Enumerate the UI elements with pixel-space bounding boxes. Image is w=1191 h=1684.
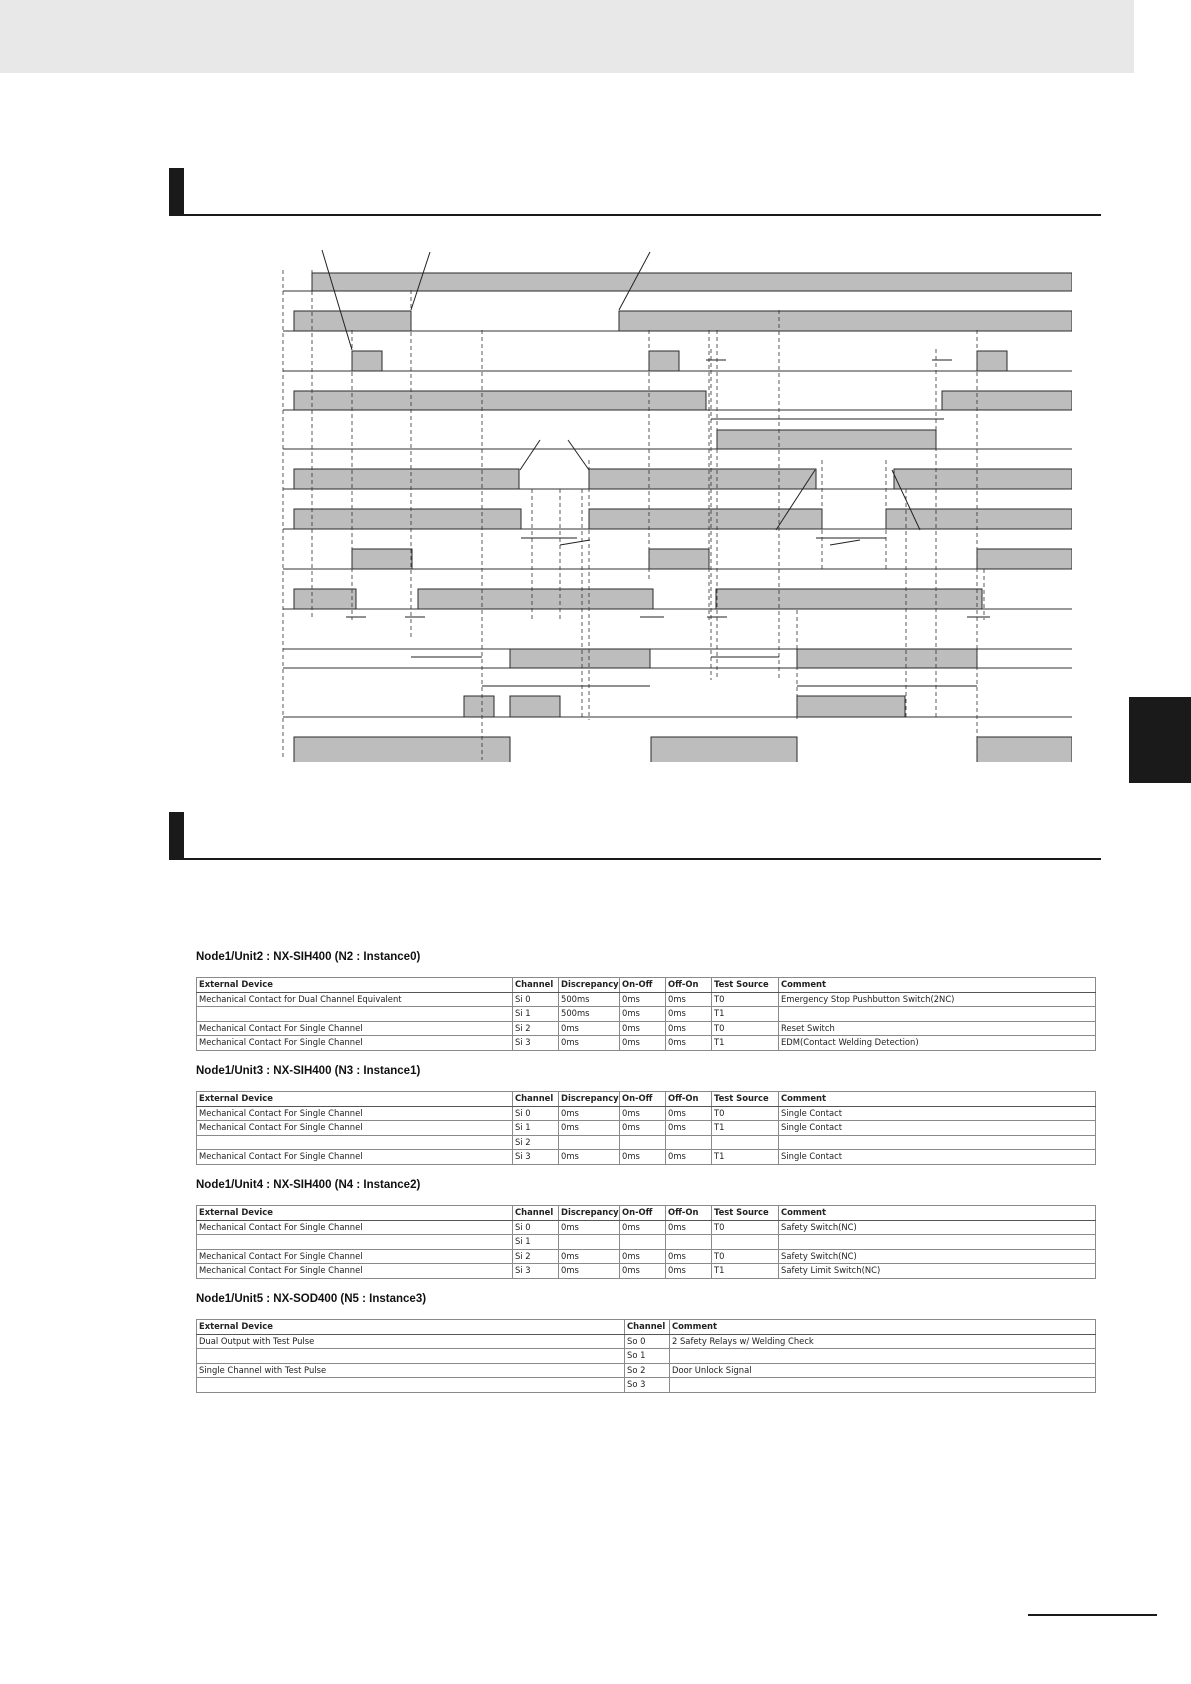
cell bbox=[620, 1235, 666, 1250]
cell: Si 3 bbox=[513, 1036, 559, 1051]
cell: 0ms bbox=[559, 1121, 620, 1136]
unit4-config-table bbox=[196, 1205, 1096, 1279]
cell: Si 3 bbox=[513, 1150, 559, 1165]
cell: 0ms bbox=[666, 1121, 712, 1136]
table-title: Node1/Unit4 : NX-SIH400 (N4 : Instance2) bbox=[196, 1179, 421, 1191]
cell: T1 bbox=[712, 1007, 779, 1022]
cell: Door Unlock Signal bbox=[670, 1363, 1096, 1378]
header-cell: Test Source bbox=[712, 1092, 779, 1107]
header-cell: Comment bbox=[779, 978, 1096, 993]
footer-rule bbox=[1028, 1614, 1157, 1616]
header-cell: Channel bbox=[513, 978, 559, 993]
table-row bbox=[197, 1235, 1096, 1250]
cell: 0ms bbox=[620, 1036, 666, 1051]
cell bbox=[197, 1378, 625, 1393]
cell: T1 bbox=[712, 1036, 779, 1051]
header-cell: Comment bbox=[670, 1320, 1096, 1335]
cell: 500ms bbox=[559, 1007, 620, 1022]
cell: 0ms bbox=[620, 1007, 666, 1022]
header-cell: Test Source bbox=[712, 1206, 779, 1221]
cell: T1 bbox=[712, 1264, 779, 1279]
cell bbox=[197, 1349, 625, 1364]
header-cell: External Device bbox=[197, 1092, 513, 1107]
cell: Safety Limit Switch(NC) bbox=[779, 1264, 1096, 1279]
signal-pulse bbox=[464, 696, 494, 717]
cell: Single Contact bbox=[779, 1121, 1096, 1136]
signal-pulse bbox=[716, 589, 982, 609]
cell: So 0 bbox=[625, 1334, 670, 1349]
signal-pulse bbox=[977, 549, 1072, 569]
signal-pulse bbox=[977, 737, 1072, 762]
callout-leader bbox=[830, 540, 860, 545]
cell: T0 bbox=[712, 1220, 779, 1235]
cell: T1 bbox=[712, 1121, 779, 1136]
cell: Single Channel with Test Pulse bbox=[197, 1363, 625, 1378]
signal-pulse bbox=[294, 737, 510, 762]
cell: 0ms bbox=[666, 1150, 712, 1165]
cell: Mechanical Contact For Single Channel bbox=[197, 1121, 513, 1136]
cell: Single Contact bbox=[779, 1106, 1096, 1121]
table-row bbox=[197, 1106, 1096, 1121]
table-title: Node1/Unit2 : NX-SIH400 (N2 : Instance0) bbox=[196, 951, 421, 963]
cell bbox=[670, 1349, 1096, 1364]
cell: Mechanical Contact For Single Channel bbox=[197, 1150, 513, 1165]
cell bbox=[666, 1135, 712, 1150]
signal-pulse bbox=[312, 273, 1072, 291]
cell: Reset Switch bbox=[779, 1021, 1096, 1036]
cell: T0 bbox=[712, 992, 779, 1007]
header-cell: External Device bbox=[197, 1320, 625, 1335]
table-row bbox=[197, 1220, 1096, 1235]
header-cell: Comment bbox=[779, 1092, 1096, 1107]
page-header-band bbox=[0, 0, 1134, 73]
header-cell: On-Off bbox=[620, 1206, 666, 1221]
signal-pulse bbox=[589, 509, 822, 529]
signal-pulse bbox=[510, 649, 650, 668]
cell: 0ms bbox=[559, 1036, 620, 1051]
table-title: Node1/Unit3 : NX-SIH400 (N3 : Instance1) bbox=[196, 1065, 421, 1077]
cell: 0ms bbox=[666, 1021, 712, 1036]
table-row bbox=[197, 1249, 1096, 1264]
callout-leader bbox=[560, 540, 590, 545]
cell: Mechanical Contact For Single Channel bbox=[197, 1036, 513, 1051]
signal-pulse bbox=[649, 351, 679, 371]
table-row bbox=[197, 992, 1096, 1007]
table-row bbox=[197, 1150, 1096, 1165]
cell: Si 0 bbox=[513, 992, 559, 1007]
header-cell: Off-On bbox=[666, 978, 712, 993]
cell: 0ms bbox=[666, 1264, 712, 1279]
cell bbox=[620, 1135, 666, 1150]
cell: 0ms bbox=[559, 1021, 620, 1036]
cell: Safety Switch(NC) bbox=[779, 1220, 1096, 1235]
signal-pulse bbox=[510, 696, 560, 717]
cell: Si 2 bbox=[513, 1249, 559, 1264]
signal-pulse bbox=[352, 549, 412, 569]
cell bbox=[779, 1007, 1096, 1022]
header-cell: Test Source bbox=[712, 978, 779, 993]
cell bbox=[197, 1135, 513, 1150]
cell: 2 Safety Relays w/ Welding Check bbox=[670, 1334, 1096, 1349]
cell bbox=[559, 1235, 620, 1250]
cell: 0ms bbox=[559, 1249, 620, 1264]
signal-pulse bbox=[651, 737, 797, 762]
table-row bbox=[197, 1007, 1096, 1022]
signal-pulse bbox=[717, 430, 936, 449]
cell: Mechanical Contact for Dual Channel Equivalent bbox=[197, 992, 513, 1007]
cell: Safety Switch(NC) bbox=[779, 1249, 1096, 1264]
table-row bbox=[197, 1036, 1096, 1051]
cell: Si 1 bbox=[513, 1007, 559, 1022]
cell: 0ms bbox=[666, 992, 712, 1007]
cell: Dual Output with Test Pulse bbox=[197, 1334, 625, 1349]
table-title: Node1/Unit5 : NX-SOD400 (N5 : Instance3) bbox=[196, 1293, 427, 1305]
table-row bbox=[197, 1021, 1096, 1036]
header-cell: External Device bbox=[197, 1206, 513, 1221]
section-heading-configuration bbox=[169, 812, 1101, 860]
signal-pulse bbox=[977, 351, 1007, 371]
cell: T0 bbox=[712, 1249, 779, 1264]
header-cell: On-Off bbox=[620, 978, 666, 993]
cell bbox=[779, 1135, 1096, 1150]
cell: 0ms bbox=[620, 1249, 666, 1264]
cell: So 1 bbox=[625, 1349, 670, 1364]
cell: 0ms bbox=[620, 1106, 666, 1121]
cell: Si 2 bbox=[513, 1135, 559, 1150]
signal-pulse bbox=[942, 391, 1072, 410]
cell: T1 bbox=[712, 1150, 779, 1165]
table-row bbox=[197, 1264, 1096, 1279]
signal-pulse bbox=[294, 391, 706, 410]
cell bbox=[712, 1235, 779, 1250]
cell: EDM(Contact Welding Detection) bbox=[779, 1036, 1096, 1051]
cell: 0ms bbox=[620, 1150, 666, 1165]
header-cell: Discrepancy bbox=[559, 1206, 620, 1221]
table-row bbox=[197, 1378, 1096, 1393]
cell: 0ms bbox=[620, 1121, 666, 1136]
header-cell: On-Off bbox=[620, 1092, 666, 1107]
cell: 0ms bbox=[559, 1264, 620, 1279]
cell: Si 2 bbox=[513, 1021, 559, 1036]
section-heading-marker bbox=[169, 812, 184, 858]
header-cell: Off-On bbox=[666, 1206, 712, 1221]
cell: 0ms bbox=[559, 1150, 620, 1165]
header-cell: Channel bbox=[625, 1320, 670, 1335]
table-row bbox=[197, 1121, 1096, 1136]
cell: 0ms bbox=[666, 1249, 712, 1264]
cell: Si 1 bbox=[513, 1235, 559, 1250]
callout-leader bbox=[520, 440, 540, 470]
header-cell: Discrepancy bbox=[559, 1092, 620, 1107]
cell bbox=[197, 1235, 513, 1250]
unit2-config-table bbox=[196, 977, 1096, 1051]
signal-pulse bbox=[886, 509, 1072, 529]
cell: Mechanical Contact For Single Channel bbox=[197, 1220, 513, 1235]
signal-pulse bbox=[418, 589, 653, 609]
signal-pulse bbox=[294, 311, 411, 331]
timing-chart bbox=[270, 242, 1072, 762]
cell bbox=[197, 1007, 513, 1022]
header-cell: Channel bbox=[513, 1206, 559, 1221]
cell: Mechanical Contact For Single Channel bbox=[197, 1021, 513, 1036]
section-heading-marker bbox=[169, 168, 184, 214]
cell: 0ms bbox=[666, 1220, 712, 1235]
cell: Si 0 bbox=[513, 1106, 559, 1121]
signal-pulse bbox=[894, 469, 1072, 489]
section-heading-timing-chart bbox=[169, 168, 1101, 216]
cell: 0ms bbox=[559, 1106, 620, 1121]
cell: 0ms bbox=[620, 992, 666, 1007]
signal-pulse bbox=[352, 351, 382, 371]
cell: 0ms bbox=[559, 1220, 620, 1235]
signal-pulse bbox=[589, 469, 816, 489]
chapter-tab bbox=[1129, 697, 1191, 783]
cell bbox=[712, 1135, 779, 1150]
signal-pulse bbox=[797, 649, 977, 668]
cell: T0 bbox=[712, 1021, 779, 1036]
cell: Single Contact bbox=[779, 1150, 1096, 1165]
cell: Mechanical Contact For Single Channel bbox=[197, 1106, 513, 1121]
cell: So 3 bbox=[625, 1378, 670, 1393]
header-cell: Comment bbox=[779, 1206, 1096, 1221]
unit3-config-table bbox=[196, 1091, 1096, 1165]
cell bbox=[779, 1235, 1096, 1250]
signal-pulse bbox=[294, 589, 356, 609]
table-row bbox=[197, 1363, 1096, 1378]
cell: Si 0 bbox=[513, 1220, 559, 1235]
cell: Emergency Stop Pushbutton Switch(2NC) bbox=[779, 992, 1096, 1007]
cell: 0ms bbox=[666, 1036, 712, 1051]
table-row bbox=[197, 1349, 1096, 1364]
header-cell: Off-On bbox=[666, 1092, 712, 1107]
header-cell: Discrepancy bbox=[559, 978, 620, 993]
cell: 0ms bbox=[666, 1106, 712, 1121]
cell: Si 3 bbox=[513, 1264, 559, 1279]
callout-leader bbox=[322, 250, 352, 350]
callout-leader bbox=[568, 440, 589, 470]
signal-pulse bbox=[619, 311, 1072, 331]
cell: T0 bbox=[712, 1106, 779, 1121]
cell: 0ms bbox=[620, 1021, 666, 1036]
cell bbox=[559, 1135, 620, 1150]
cell bbox=[670, 1378, 1096, 1393]
header-cell: External Device bbox=[197, 978, 513, 993]
cell: 0ms bbox=[620, 1264, 666, 1279]
cell: So 2 bbox=[625, 1363, 670, 1378]
cell: Mechanical Contact For Single Channel bbox=[197, 1249, 513, 1264]
cell: Si 1 bbox=[513, 1121, 559, 1136]
cell: 0ms bbox=[620, 1220, 666, 1235]
signal-pulse bbox=[294, 469, 519, 489]
cell: 0ms bbox=[666, 1007, 712, 1022]
signal-pulse bbox=[294, 509, 521, 529]
cell: Mechanical Contact For Single Channel bbox=[197, 1264, 513, 1279]
signal-pulse bbox=[649, 549, 709, 569]
signal-pulse bbox=[797, 696, 905, 717]
table-row bbox=[197, 1334, 1096, 1349]
header-cell: Channel bbox=[513, 1092, 559, 1107]
unit5-config-table bbox=[196, 1319, 1096, 1393]
cell: 500ms bbox=[559, 992, 620, 1007]
table-row bbox=[197, 1135, 1096, 1150]
cell bbox=[666, 1235, 712, 1250]
